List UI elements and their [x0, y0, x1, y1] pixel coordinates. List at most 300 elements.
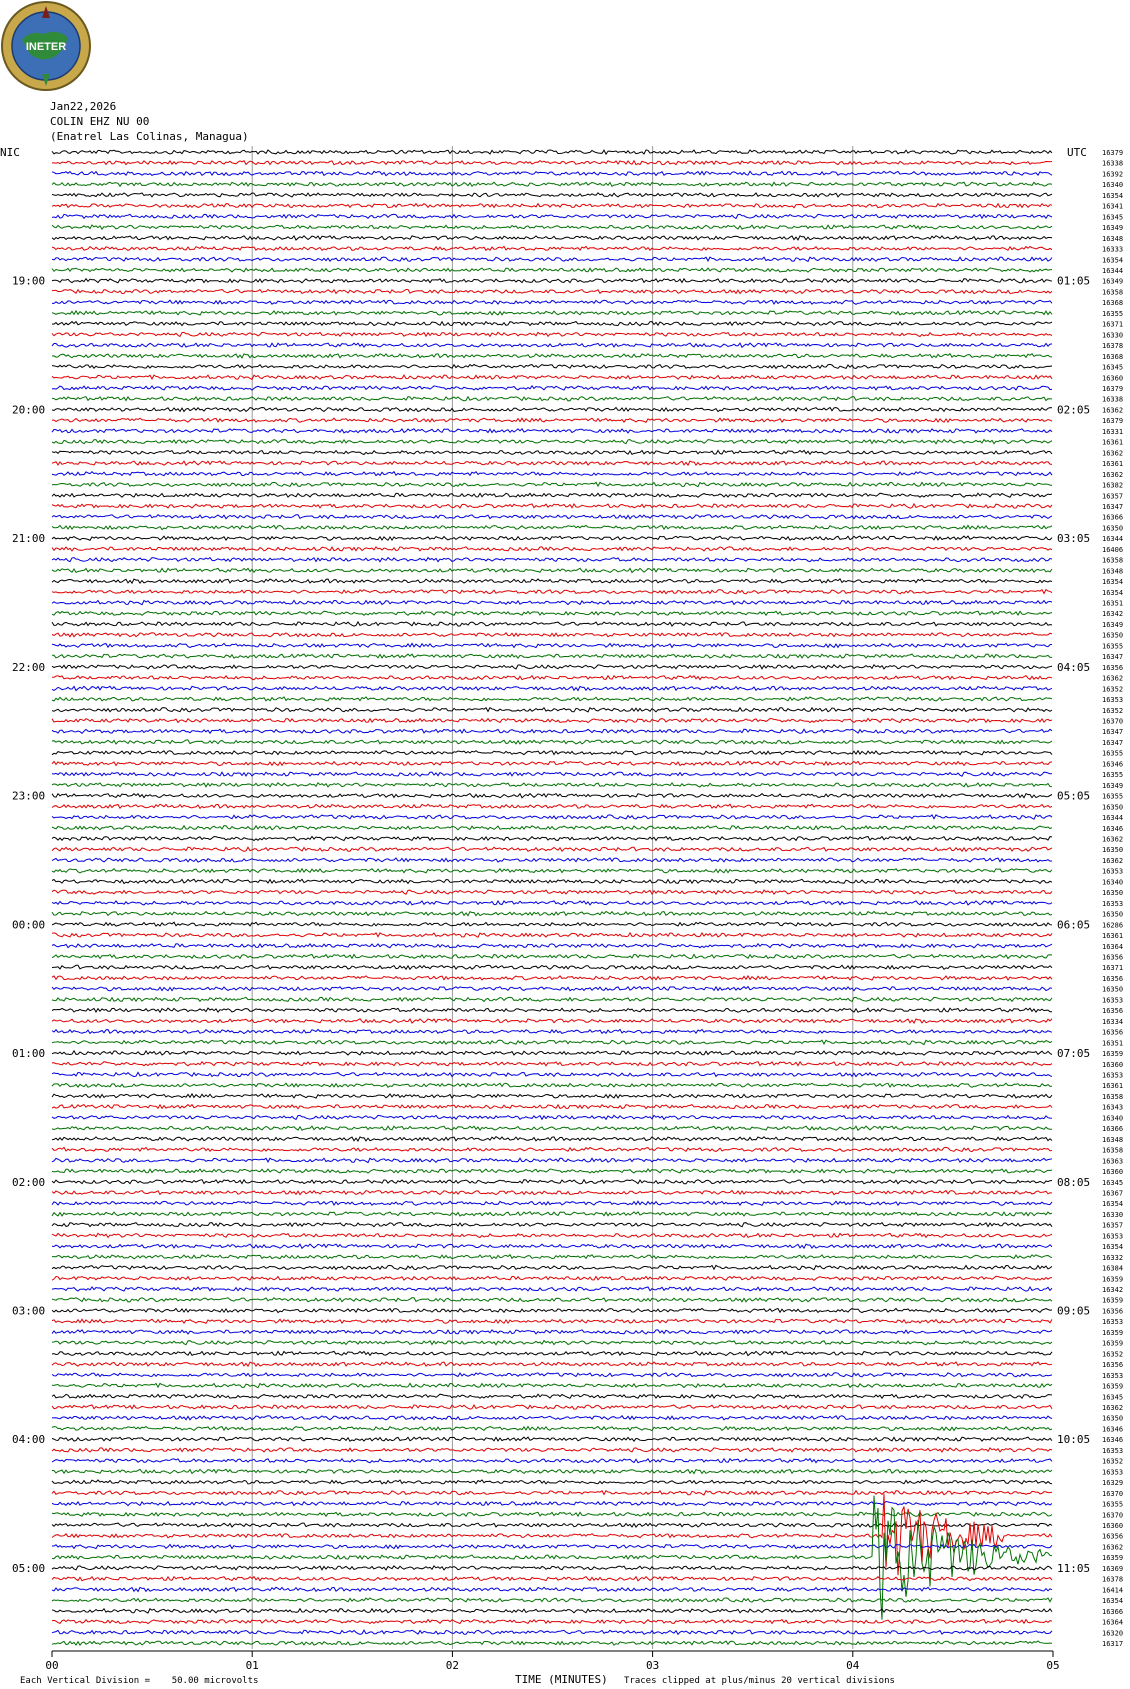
trace-line — [52, 858, 1052, 862]
row-count-value: 16362 — [1102, 406, 1124, 415]
trace-line — [52, 375, 1052, 379]
trace-line — [52, 1180, 1052, 1184]
trace-line — [52, 1276, 1052, 1280]
row-count-value: 16382 — [1102, 481, 1124, 490]
row-count-value: 16346 — [1102, 760, 1124, 769]
trace-line — [52, 751, 1052, 755]
right-hour-label: 02:05 — [1057, 403, 1091, 417]
trace-line — [52, 1094, 1052, 1098]
x-tick-label: 00 — [45, 1659, 59, 1672]
row-count-value: 16366 — [1102, 513, 1124, 522]
row-count-value: 16359 — [1102, 1382, 1124, 1391]
trace-line — [52, 504, 1052, 508]
row-count-value: 16347 — [1102, 502, 1124, 511]
row-count-value: 16355 — [1102, 771, 1124, 780]
row-count-value: 16367 — [1102, 1189, 1124, 1198]
row-count-value: 16360 — [1102, 374, 1124, 383]
left-hour-label: 05:00 — [12, 1561, 46, 1575]
trace-line — [52, 1416, 1052, 1420]
seismic-traces — [52, 150, 1052, 1645]
trace-line — [52, 1330, 1052, 1334]
trace-line — [52, 1298, 1052, 1302]
row-count-value: 16340 — [1102, 878, 1124, 887]
trace-line — [52, 311, 1052, 315]
row-count-value: 16379 — [1102, 384, 1124, 393]
trace-line — [52, 912, 1052, 916]
row-count-value: 16286 — [1102, 921, 1124, 930]
right-hour-label: 10:05 — [1057, 1433, 1091, 1447]
trace-line — [52, 515, 1052, 519]
trace-line — [52, 1566, 1052, 1570]
trace-line — [52, 1523, 1052, 1527]
row-count-value: 16362 — [1102, 835, 1124, 844]
trace-line — [52, 719, 1052, 723]
ineter-logo — [0, 0, 92, 92]
row-count-value: 16362 — [1102, 1404, 1124, 1413]
trace-line — [52, 558, 1052, 562]
trace-line — [52, 1309, 1052, 1313]
row-count-value: 16345 — [1102, 213, 1124, 222]
row-count-value: 16350 — [1102, 846, 1124, 855]
row-count-value: 16348 — [1102, 1135, 1124, 1144]
row-count-value: 16354 — [1102, 588, 1124, 597]
trace-line — [52, 1341, 1052, 1345]
row-count-value: 16353 — [1102, 1468, 1124, 1477]
trace-line — [52, 869, 1052, 873]
row-count-value: 16359 — [1102, 1339, 1124, 1348]
trace-line — [52, 364, 1052, 368]
trace-line — [52, 225, 1052, 229]
clip-note: Traces clipped at plus/minus 20 vertical divisions — [624, 1676, 895, 1686]
trace-line — [52, 397, 1052, 401]
row-count-value: 16354 — [1102, 191, 1124, 200]
row-count-value: 16320 — [1102, 1629, 1124, 1638]
trace-line — [52, 1201, 1052, 1205]
row-count-value: 16344 — [1102, 814, 1124, 823]
row-count-value: 16345 — [1102, 363, 1124, 372]
row-count-value: 16359 — [1102, 1275, 1124, 1284]
row-count-value: 16354 — [1102, 1243, 1124, 1252]
row-count-value: 16353 — [1102, 899, 1124, 908]
row-count-value: 16345 — [1102, 1178, 1124, 1187]
trace-line — [52, 1158, 1052, 1162]
row-count-value: 16349 — [1102, 277, 1124, 286]
trace-line — [52, 579, 1052, 583]
trace-line — [52, 1469, 1052, 1473]
row-count-value: 16331 — [1102, 427, 1124, 436]
trace-line — [52, 1029, 1052, 1033]
row-count-value: 16361 — [1102, 438, 1124, 447]
row-count-value: 16358 — [1102, 288, 1124, 297]
row-count-value: 16343 — [1102, 1103, 1124, 1112]
trace-line — [52, 429, 1052, 433]
trace-line — [52, 493, 1052, 497]
header-location: (Enatrel Las Colinas, Managua) — [50, 130, 249, 143]
trace-line — [52, 1448, 1052, 1452]
row-count-value: 16360 — [1102, 1168, 1124, 1177]
row-count-value: 16379 — [1102, 417, 1124, 426]
trace-line — [52, 246, 1052, 250]
x-tick-label: 05 — [1046, 1659, 1060, 1672]
logo-text: INETER — [25, 41, 67, 53]
left-hour-label: 22:00 — [12, 660, 46, 674]
trace-line — [52, 161, 1052, 165]
row-count-value: 16359 — [1102, 1050, 1124, 1059]
row-count-value: 16348 — [1102, 567, 1124, 576]
row-count-value: 16354 — [1102, 1597, 1124, 1606]
trace-line — [52, 590, 1052, 594]
right-axis-title: UTC — [1067, 146, 1087, 159]
row-count-value: 16370 — [1102, 1489, 1124, 1498]
trace-line — [52, 1019, 1052, 1023]
trace-line — [52, 1083, 1052, 1087]
row-count-value: 16356 — [1102, 1307, 1124, 1316]
row-count-value: 16378 — [1102, 342, 1124, 351]
left-hour-label: 04:00 — [12, 1433, 46, 1447]
trace-line — [52, 343, 1052, 347]
trace-line — [52, 290, 1052, 294]
row-count-value: 16361 — [1102, 460, 1124, 469]
left-hour-label: 02:00 — [12, 1175, 46, 1189]
row-count-value: 16349 — [1102, 620, 1124, 629]
row-count-value: 16378 — [1102, 1575, 1124, 1584]
trace-line — [52, 472, 1052, 476]
row-count-value: 16356 — [1102, 953, 1124, 962]
row-count-value: 16338 — [1102, 395, 1124, 404]
trace-line — [52, 236, 1052, 240]
trace-line — [52, 1244, 1052, 1248]
row-count-value: 16368 — [1102, 299, 1124, 308]
row-count-value: 16406 — [1102, 545, 1124, 554]
row-count-value: 16363 — [1102, 1157, 1124, 1166]
trace-line — [52, 354, 1052, 358]
trace-line — [52, 1137, 1052, 1141]
row-count-value: 16353 — [1102, 996, 1124, 1005]
trace-line — [52, 1620, 1052, 1624]
trace-line — [52, 815, 1052, 819]
trace-line — [52, 547, 1052, 551]
trace-line — [52, 193, 1052, 197]
trace-line — [52, 1287, 1052, 1291]
row-count-value: 16368 — [1102, 352, 1124, 361]
trace-line — [52, 568, 1052, 572]
row-count-value: 16348 — [1102, 234, 1124, 243]
trace-line — [52, 954, 1052, 958]
trace-line — [52, 901, 1052, 905]
right-count-values — [1102, 149, 1123, 1648]
row-count-value: 16340 — [1102, 181, 1124, 190]
row-count-value: 16371 — [1102, 320, 1124, 329]
trace-line — [52, 1544, 1052, 1548]
row-count-value: 16351 — [1102, 599, 1124, 608]
trace-line — [52, 461, 1052, 465]
row-count-value: 16344 — [1102, 266, 1124, 275]
trace-line — [52, 1191, 1052, 1195]
row-count-value: 16356 — [1102, 974, 1124, 983]
row-count-value: 16362 — [1102, 856, 1124, 865]
trace-line — [52, 300, 1052, 304]
trace-line — [52, 386, 1052, 390]
right-hour-label: 04:05 — [1057, 660, 1091, 674]
right-hour-label: 07:05 — [1057, 1047, 1091, 1061]
row-count-value: 16341 — [1102, 202, 1124, 211]
trace-line — [52, 482, 1052, 486]
row-count-value: 16354 — [1102, 578, 1124, 587]
trace-line — [52, 1147, 1052, 1151]
trace-line — [52, 965, 1052, 969]
row-count-value: 16332 — [1102, 1253, 1124, 1262]
row-count-value: 16357 — [1102, 492, 1124, 501]
trace-line — [52, 1373, 1052, 1377]
left-hour-label: 21:00 — [12, 532, 46, 546]
row-count-value: 16355 — [1102, 792, 1124, 801]
row-count-value: 16364 — [1102, 1618, 1124, 1627]
trace-line — [52, 761, 1052, 765]
row-count-value: 16330 — [1102, 1210, 1124, 1219]
row-count-value: 16353 — [1102, 867, 1124, 876]
trace-line — [52, 1255, 1052, 1259]
trace-line — [52, 729, 1052, 733]
trace-line — [52, 1051, 1052, 1055]
trace-line — [52, 1072, 1052, 1076]
row-count-value: 16356 — [1102, 663, 1124, 672]
row-count-value: 16347 — [1102, 728, 1124, 737]
trace-line — [52, 987, 1052, 991]
row-count-value: 16361 — [1102, 932, 1124, 941]
trace-line — [52, 204, 1052, 208]
row-count-value: 16355 — [1102, 309, 1124, 318]
row-count-value: 16356 — [1102, 1532, 1124, 1541]
row-count-value: 16359 — [1102, 1554, 1124, 1563]
row-count-value: 16350 — [1102, 631, 1124, 640]
x-tick-label: 04 — [846, 1659, 860, 1672]
row-count-value: 16353 — [1102, 1318, 1124, 1327]
row-count-value: 16360 — [1102, 1522, 1124, 1531]
row-count-value: 16384 — [1102, 1264, 1124, 1273]
trace-line — [52, 686, 1052, 690]
right-hour-label: 03:05 — [1057, 532, 1091, 546]
left-hour-label: 23:00 — [12, 789, 46, 803]
row-count-value: 16352 — [1102, 685, 1124, 694]
right-hour-label: 01:05 — [1057, 274, 1091, 288]
trace-line — [52, 933, 1052, 937]
row-count-value: 16349 — [1102, 224, 1124, 233]
trace-line — [52, 322, 1052, 326]
row-count-value: 16350 — [1102, 803, 1124, 812]
trace-line — [52, 1040, 1052, 1044]
row-count-value: 16355 — [1102, 749, 1124, 758]
trace-line — [52, 976, 1052, 980]
trace-line — [52, 268, 1052, 272]
trace-line — [52, 1630, 1052, 1634]
row-count-value: 16359 — [1102, 1296, 1124, 1305]
row-count-value: 16352 — [1102, 1350, 1124, 1359]
trace-line — [52, 1427, 1052, 1431]
row-count-value: 16342 — [1102, 1286, 1124, 1295]
trace-line — [52, 1502, 1052, 1506]
row-count-value: 16349 — [1102, 781, 1124, 790]
trace-line — [52, 1405, 1052, 1409]
row-count-value: 16354 — [1102, 256, 1124, 265]
trace-line — [52, 1609, 1052, 1613]
trace-line — [52, 1212, 1052, 1216]
scale-note: Each Vertical Division = 50.00 microvolts — [20, 1676, 259, 1686]
header-date: Jan22,2026 — [50, 100, 117, 113]
row-count-value: 16361 — [1102, 1082, 1124, 1091]
trace-line — [52, 708, 1052, 712]
row-count-value: 16346 — [1102, 824, 1124, 833]
row-count-value: 16353 — [1102, 1371, 1124, 1380]
trace-line — [52, 1598, 1052, 1602]
row-count-value: 16366 — [1102, 1125, 1124, 1134]
row-count-value: 16351 — [1102, 1039, 1124, 1048]
trace-line — [52, 611, 1052, 615]
trace-line — [52, 171, 1052, 175]
row-count-value: 16356 — [1102, 1007, 1124, 1016]
trace-line — [52, 1115, 1052, 1119]
row-count-value: 16362 — [1102, 449, 1124, 458]
trace-line — [52, 450, 1052, 454]
trace-line — [52, 643, 1052, 647]
trace-line — [52, 676, 1052, 680]
trace-line — [52, 697, 1052, 701]
trace-line — [52, 418, 1052, 422]
row-count-value: 16360 — [1102, 1060, 1124, 1069]
row-count-value: 16346 — [1102, 1425, 1124, 1434]
trace-line — [52, 408, 1052, 412]
row-count-value: 16353 — [1102, 696, 1124, 705]
trace-line — [52, 922, 1052, 926]
row-count-value: 16414 — [1102, 1586, 1124, 1595]
x-axis-label: TIME (MINUTES) — [515, 1673, 608, 1686]
trace-line — [52, 214, 1052, 218]
left-hour-label: 20:00 — [12, 403, 46, 417]
row-count-value: 16342 — [1102, 610, 1124, 619]
row-count-value: 16362 — [1102, 674, 1124, 683]
row-count-value: 16333 — [1102, 245, 1124, 254]
left-hour-label: 00:00 — [12, 918, 46, 932]
trace-line — [52, 257, 1052, 261]
trace-line — [52, 536, 1052, 540]
trace-line — [52, 182, 1052, 186]
row-count-value: 16340 — [1102, 1114, 1124, 1123]
row-count-value: 16355 — [1102, 1500, 1124, 1509]
row-count-value: 16347 — [1102, 738, 1124, 747]
row-count-value: 16330 — [1102, 331, 1124, 340]
trace-line — [52, 622, 1052, 626]
left-hour-label: 19:00 — [12, 274, 46, 288]
row-count-value: 16329 — [1102, 1479, 1124, 1488]
trace-line — [52, 879, 1052, 883]
row-count-value: 16352 — [1102, 706, 1124, 715]
row-count-value: 16369 — [1102, 1564, 1124, 1573]
left-axis-title: NIC — [0, 146, 20, 159]
left-hour-label: 01:00 — [12, 1047, 46, 1061]
row-count-value: 16364 — [1102, 942, 1124, 951]
header-station: COLIN EHZ NU 00 — [50, 115, 150, 128]
row-count-value: 16359 — [1102, 1328, 1124, 1337]
row-count-value: 16362 — [1102, 470, 1124, 479]
right-hour-label: 05:05 — [1057, 789, 1091, 803]
trace-line — [52, 740, 1052, 744]
trace-line — [52, 1459, 1052, 1463]
trace-line — [52, 944, 1052, 948]
row-count-value: 16353 — [1102, 1446, 1124, 1455]
x-tick-label: 03 — [645, 1659, 660, 1672]
trace-line — [52, 1480, 1052, 1484]
row-count-value: 16356 — [1102, 1028, 1124, 1037]
trace-line — [52, 654, 1052, 658]
right-time-labels — [1057, 275, 1090, 1575]
row-count-value: 16344 — [1102, 535, 1124, 544]
trace-line — [52, 1105, 1052, 1109]
trace-line — [52, 1233, 1052, 1237]
row-count-value: 16392 — [1102, 170, 1124, 179]
trace-line — [52, 1362, 1052, 1366]
trace-line — [52, 1437, 1052, 1441]
row-count-value: 16317 — [1102, 1640, 1124, 1648]
x-tick-label: 01 — [245, 1659, 259, 1672]
trace-line — [52, 837, 1052, 841]
row-count-value: 16353 — [1102, 1232, 1124, 1241]
trace-line — [52, 890, 1052, 894]
row-count-value: 16362 — [1102, 1543, 1124, 1552]
trace-line — [52, 150, 1052, 154]
row-count-value: 16366 — [1102, 1607, 1124, 1616]
trace-line — [52, 633, 1052, 637]
row-count-value: 16358 — [1102, 556, 1124, 565]
row-count-value: 16350 — [1102, 524, 1124, 533]
left-time-labels — [12, 275, 45, 1575]
trace-line — [52, 525, 1052, 529]
trace-line — [52, 847, 1052, 851]
row-count-value: 16347 — [1102, 653, 1124, 662]
trace-line — [52, 794, 1052, 798]
row-count-value: 16370 — [1102, 1511, 1124, 1520]
row-count-value: 16345 — [1102, 1393, 1124, 1402]
trace-line — [52, 804, 1052, 808]
trace-line — [52, 1494, 1052, 1576]
trace-line — [52, 1265, 1052, 1269]
trace-line — [52, 1062, 1052, 1066]
trace-line — [52, 783, 1052, 787]
trace-line — [52, 1394, 1052, 1398]
trace-line — [52, 1169, 1052, 1173]
row-count-value: 16352 — [1102, 1457, 1124, 1466]
row-count-value: 16353 — [1102, 1071, 1124, 1080]
row-count-value: 16350 — [1102, 1414, 1124, 1423]
trace-line — [52, 1383, 1052, 1387]
row-count-value: 16350 — [1102, 985, 1124, 994]
row-count-value: 16357 — [1102, 1221, 1124, 1230]
trace-line — [52, 772, 1052, 776]
row-count-value: 16346 — [1102, 1436, 1124, 1445]
trace-line — [52, 665, 1052, 669]
left-hour-label: 03:00 — [12, 1304, 46, 1318]
row-count-value: 16371 — [1102, 964, 1124, 973]
trace-line — [52, 1351, 1052, 1355]
row-count-value: 16358 — [1102, 1092, 1124, 1101]
row-count-value: 16338 — [1102, 159, 1124, 168]
x-tick-label: 02 — [445, 1659, 460, 1672]
row-count-value: 16350 — [1102, 889, 1124, 898]
minute-gridlines — [252, 146, 853, 1649]
right-hour-label: 11:05 — [1057, 1561, 1091, 1575]
row-count-value: 16370 — [1102, 717, 1124, 726]
trace-line — [52, 1319, 1052, 1323]
trace-line — [52, 279, 1052, 283]
row-count-value: 16379 — [1102, 149, 1124, 157]
